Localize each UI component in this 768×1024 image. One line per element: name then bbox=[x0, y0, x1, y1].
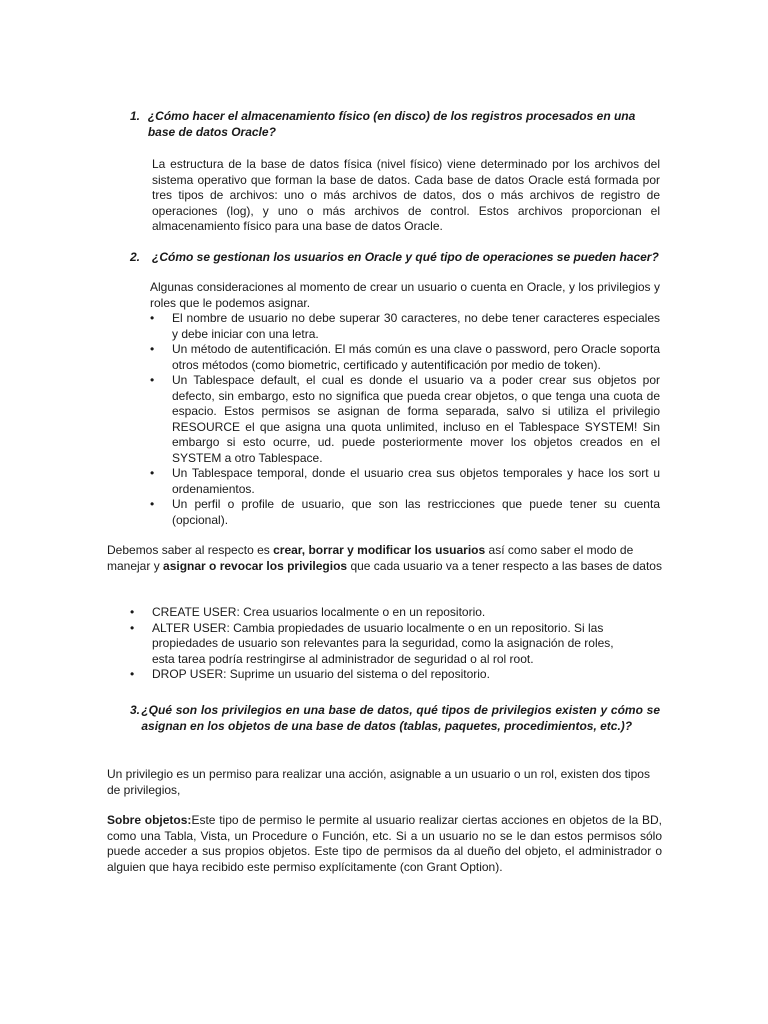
question-3-number: 3. bbox=[130, 703, 141, 717]
objects-privileges-paragraph bbox=[107, 813, 662, 875]
summary-text-2: así como saber el modo de manejar y bbox=[107, 543, 634, 573]
list-item: • ALTER USER: Cambia propiedades de usuario localmente o en un repositorio. Si las propiedades de usuario son relevantes para la seguridad, como la asignación de roles, esta tarea podría restringirse al administrador de seguridad o al rol root. bbox=[130, 621, 630, 668]
list-item: • DROP USER: Suprime un usuario del sistema o del repositorio. bbox=[130, 667, 630, 683]
question-3-title: ¿Qué son los privilegios en una base de datos, qué tipos de privilegios existen y cómo se asignan en los objetos de una base de datos (tablas, paquetes, procedimientos, etc.)? bbox=[141, 703, 660, 733]
question-1-number: 1. bbox=[130, 109, 141, 123]
summary-bold-1: crear, borrar y modificar los usuarios bbox=[273, 543, 486, 557]
question-1-title: ¿Cómo hacer el almacenamiento físico (en disco) de los registros procesados en una base de datos Oracle? bbox=[147, 109, 636, 139]
question-2-heading bbox=[130, 250, 660, 266]
summary-text-3: que cada usuario va a tener respecto a las bases de datos bbox=[347, 558, 662, 573]
question-2-summary bbox=[107, 543, 662, 574]
question-2-body bbox=[150, 280, 660, 528]
objects-privileges-text: Este tipo de permiso le permite al usuario realizar ciertas acciones en objetos de la BD, como una Tabla, Vista, un Procedure o Función, etc. Si a un usuario no se le dan estos permisos sólo puede acceder a sus propios objetos. Este tipo de permisos da al dueño del objeto, el administrador o alguien que haya recibido este permiso explícitamente (con Grant Option). bbox=[107, 813, 662, 874]
question-3-heading bbox=[130, 703, 660, 734]
question-1-heading bbox=[130, 109, 650, 140]
list-item: • Un Tablespace default, el cual es donde el usuario va a poder crear sus objetos por defecto, sin embargo, esto no significa que pueda crear objetos, o que tenga una cuota de espacio. Estos permisos se asignan de forma separada, salvo si utiliza el privilegio RESOURCE el que asigna una quota unlimited, incluso en el Tablespace SYSTEM! Sin embargo si esto ocurre, ud. puede posteriormente mover los objetos creados en el SYSTEM a otro Tablespace. bbox=[150, 373, 660, 466]
question-2-number: 2. bbox=[130, 250, 141, 264]
objects-privileges-label: Sobre objetos: bbox=[107, 813, 192, 827]
list-item: • Un método de autentificación. El más común es una clave o password, pero Oracle soporta otros métodos (como biometric, certificado y autentificación por medio de token). bbox=[150, 342, 660, 373]
list-item: • CREATE USER: Crea usuarios localmente o en un repositorio. bbox=[130, 605, 630, 621]
question-2-title: ¿Cómo se gestionan los usuarios en Oracle y qué tipo de operaciones se pueden hacer? bbox=[152, 250, 659, 264]
user-commands-list bbox=[130, 605, 630, 683]
list-item: • Un Tablespace temporal, donde el usuario crea sus objetos temporales y hace los sort u ordenamientos. bbox=[150, 466, 660, 497]
considerations-list bbox=[150, 311, 660, 528]
summary-bold-2: asignar o revocar los privilegios bbox=[163, 558, 348, 573]
summary-text-1: Debemos saber al respecto es bbox=[107, 543, 274, 557]
question-3-intro: Un privilegio es un permiso para realizar una acción, asignable a un usuario o un rol, existen dos tipos de privilegios, bbox=[107, 767, 650, 797]
list-item: • Un perfil o profile de usuario, que son las restricciones que puede tener su cuenta (opcional). bbox=[150, 497, 660, 528]
list-item: • El nombre de usuario no debe superar 30 caracteres, no debe tener caracteres especiales y debe iniciar con una letra. bbox=[150, 311, 660, 342]
question-1-answer: La estructura de la base de datos física (nivel físico) viene determinado por los archivos del sistema operativo que forman la base de datos. Cada base de datos Oracle está formada por tres tipos de archivos: uno o más archivos de datos, dos o más archivos de registro de operaciones (log), y uno o más archivos de control. Estos archivos proporcionan el almacenamiento físico para una base de datos Oracle. bbox=[152, 157, 660, 233]
question-2-intro: Algunas consideraciones al momento de crear un usuario o cuenta en Oracle, y los privilegios y roles que le podemos asignar. bbox=[150, 280, 660, 310]
